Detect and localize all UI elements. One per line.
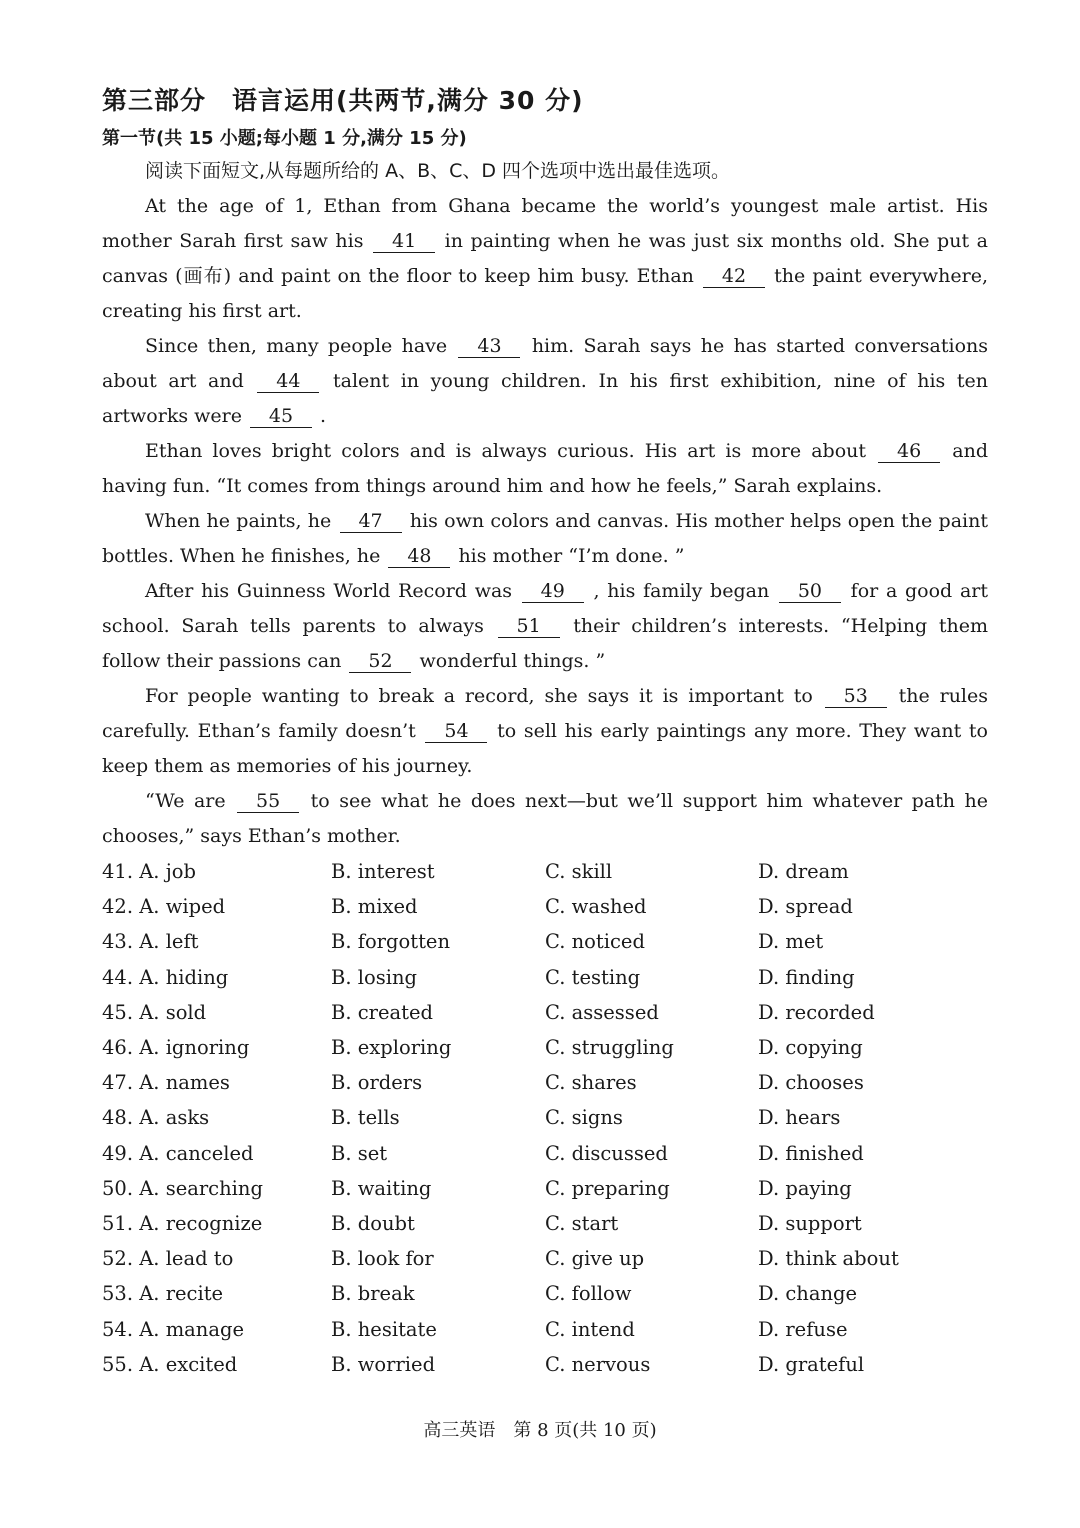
page-footer: 高三英语 第 8 页(共 10 页) — [423, 1420, 657, 1441]
option-c: C. nervous — [545, 1352, 651, 1376]
option-c: C. start — [545, 1212, 619, 1236]
passage-paragraph — [102, 574, 988, 679]
instruction-text: 阅读下面短文,从每题所给的 A、B、C、D 四个选项中选出最佳选项。 — [145, 160, 731, 182]
option-a: 46. A. ignoring — [102, 1036, 250, 1060]
passage-paragraph — [102, 189, 988, 329]
blank-number: 54 — [425, 720, 487, 743]
options-list — [102, 854, 988, 1382]
option-d: D. met — [758, 930, 824, 954]
option-d: D. change — [758, 1282, 858, 1306]
option-b: B. exploring — [331, 1036, 452, 1060]
passage-text: his mother “I’m done. ” — [452, 545, 685, 567]
option-b: B. doubt — [331, 1212, 415, 1236]
blank-number: 55 — [237, 790, 299, 813]
passage-text: him. Sarah says he has started conversations about art and — [102, 335, 988, 392]
passage-text: For people wanting to break a record, she says it is important to — [145, 685, 823, 707]
option-c: C. intend — [545, 1317, 635, 1341]
option-d: D. hears — [758, 1106, 841, 1130]
passage-text: and having fun. “It comes from things around him and how he feels,” Sarah explains. — [102, 440, 988, 497]
option-b: B. mixed — [331, 895, 418, 919]
option-b: B. forgotten — [331, 930, 450, 954]
option-a: 41. A. job — [102, 860, 196, 883]
passage-text: wonderful things. ” — [413, 650, 606, 672]
option-a: 51. A. recognize — [102, 1212, 263, 1236]
option-a: 43. A. left — [102, 930, 199, 954]
blank-number: 48 — [388, 545, 450, 568]
option-d: D. recorded — [758, 1000, 875, 1024]
passage-text: his own colors and canvas. His mother helps open the paint bottles. When he finishes, he — [102, 510, 988, 567]
blank-number: 53 — [825, 685, 887, 708]
option-d: D. paying — [758, 1176, 852, 1200]
option-a: 47. A. names — [102, 1071, 230, 1095]
passage-paragraph — [102, 329, 988, 434]
option-row — [102, 1347, 988, 1382]
blank-number: 42 — [703, 265, 765, 288]
option-a: 53. A. recite — [102, 1282, 224, 1306]
option-c: C. skill — [545, 860, 613, 883]
blank-number: 51 — [498, 615, 560, 638]
passage-text: When he paints, he — [145, 510, 338, 532]
option-row — [102, 1206, 988, 1241]
passage-text: . — [314, 405, 327, 427]
option-row — [102, 1065, 988, 1100]
option-row — [102, 889, 988, 924]
passage-text: in painting when he was just six months old. She put a canvas (画布) and paint on the floor to keep him busy. Ethan — [102, 230, 988, 287]
option-a: 45. A. sold — [102, 1000, 207, 1024]
passage-text: their children’s interests. “Helping them follow their passions can — [102, 615, 988, 672]
option-c: C. noticed — [545, 930, 645, 954]
option-b: B. waiting — [331, 1176, 432, 1200]
option-a: 44. A. hiding — [102, 965, 229, 989]
option-row — [102, 854, 988, 889]
option-d: D. support — [758, 1212, 862, 1236]
passage — [102, 189, 988, 854]
option-c: C. washed — [545, 895, 647, 919]
option-c: C. follow — [545, 1282, 632, 1306]
passage-text: “We are — [145, 790, 236, 812]
passage-text: to see what he does next—but we’ll support him whatever path he chooses,” says Ethan’s mother. — [102, 790, 989, 847]
option-c: C. preparing — [545, 1176, 670, 1200]
option-d: D. copying — [758, 1036, 863, 1060]
passage-text: Ethan loves bright colors and is always curious. His art is more about — [145, 440, 877, 462]
passage-paragraph — [102, 434, 988, 504]
passage-text: talent in young children. In his first exhibition, nine of his ten artworks were — [102, 370, 988, 427]
option-b: B. orders — [331, 1071, 423, 1095]
blank-number: 43 — [458, 335, 520, 358]
option-d: D. spread — [758, 895, 853, 919]
option-c: C. signs — [545, 1106, 623, 1130]
passage-text: After his Guinness World Record was — [145, 580, 520, 602]
option-c: C. discussed — [545, 1141, 668, 1165]
passage-text: At the age of 1, Ethan from Ghana became the world’s youngest male artist. His mother Sarah first saw his — [102, 195, 988, 252]
option-a: 55. A. excited — [102, 1352, 238, 1376]
option-c: C. shares — [545, 1071, 637, 1095]
option-row — [102, 1100, 988, 1135]
option-c: C. testing — [545, 965, 641, 989]
blank-number: 44 — [257, 370, 319, 393]
part-title: 第三部分 语言运用(共两节,满分 30 分) — [102, 86, 584, 115]
option-row — [102, 1241, 988, 1276]
blank-number: 52 — [349, 650, 411, 673]
option-b: B. interest — [331, 860, 435, 883]
option-row — [102, 1136, 988, 1171]
option-row — [102, 995, 988, 1030]
option-row — [102, 1030, 988, 1065]
option-a: 50. A. searching — [102, 1176, 263, 1200]
option-b: B. hesitate — [331, 1317, 437, 1341]
blank-number: 41 — [373, 230, 435, 253]
option-a: 54. A. manage — [102, 1317, 245, 1341]
option-b: B. set — [331, 1141, 388, 1165]
option-a: 49. A. canceled — [102, 1141, 254, 1165]
option-d: D. dream — [758, 860, 849, 883]
option-b: B. look for — [331, 1247, 434, 1271]
option-a: 48. A. asks — [102, 1106, 210, 1130]
option-row — [102, 1312, 988, 1347]
blank-number: 45 — [250, 405, 312, 428]
option-b: B. break — [331, 1282, 415, 1306]
option-row — [102, 960, 988, 995]
option-d: D. think about — [758, 1247, 899, 1271]
option-c: C. give up — [545, 1247, 645, 1271]
passage-paragraph — [102, 504, 988, 574]
passage-text: for a good art school. Sarah tells parents to always — [102, 580, 988, 637]
blank-number: 49 — [522, 580, 584, 603]
option-a: 52. A. lead to — [102, 1247, 234, 1271]
passage-text: Since then, many people have — [145, 335, 457, 357]
blank-number: 50 — [779, 580, 841, 603]
option-b: B. tells — [331, 1106, 400, 1130]
option-b: B. worried — [331, 1352, 436, 1376]
passage-paragraph — [102, 679, 988, 784]
exam-page — [102, 84, 988, 1382]
option-b: B. losing — [331, 965, 417, 989]
option-c: C. struggling — [545, 1036, 674, 1060]
option-d: D. finding — [758, 965, 855, 989]
option-d: D. chooses — [758, 1071, 864, 1095]
passage-text: to sell his early paintings any more. They want to keep them as memories of his journey. — [102, 720, 988, 777]
passage-paragraph — [102, 784, 988, 854]
option-c: C. assessed — [545, 1000, 659, 1024]
option-row — [102, 924, 988, 959]
option-a: 42. A. wiped — [102, 895, 226, 919]
option-d: D. grateful — [758, 1352, 865, 1376]
passage-text: , his family began — [585, 580, 777, 602]
blank-number: 46 — [878, 440, 940, 463]
option-b: B. created — [331, 1000, 433, 1024]
blank-number: 47 — [340, 510, 402, 533]
passage-text: the rules carefully. Ethan’s family doesn’t — [102, 685, 989, 742]
option-row — [102, 1276, 988, 1311]
option-d: D. finished — [758, 1141, 864, 1165]
passage-text: the paint everywhere, creating his first art. — [102, 265, 989, 322]
option-d: D. refuse — [758, 1317, 848, 1341]
section-title: 第一节(共 15 小题;每小题 1 分,满分 15 分) — [102, 128, 467, 149]
option-row — [102, 1171, 988, 1206]
